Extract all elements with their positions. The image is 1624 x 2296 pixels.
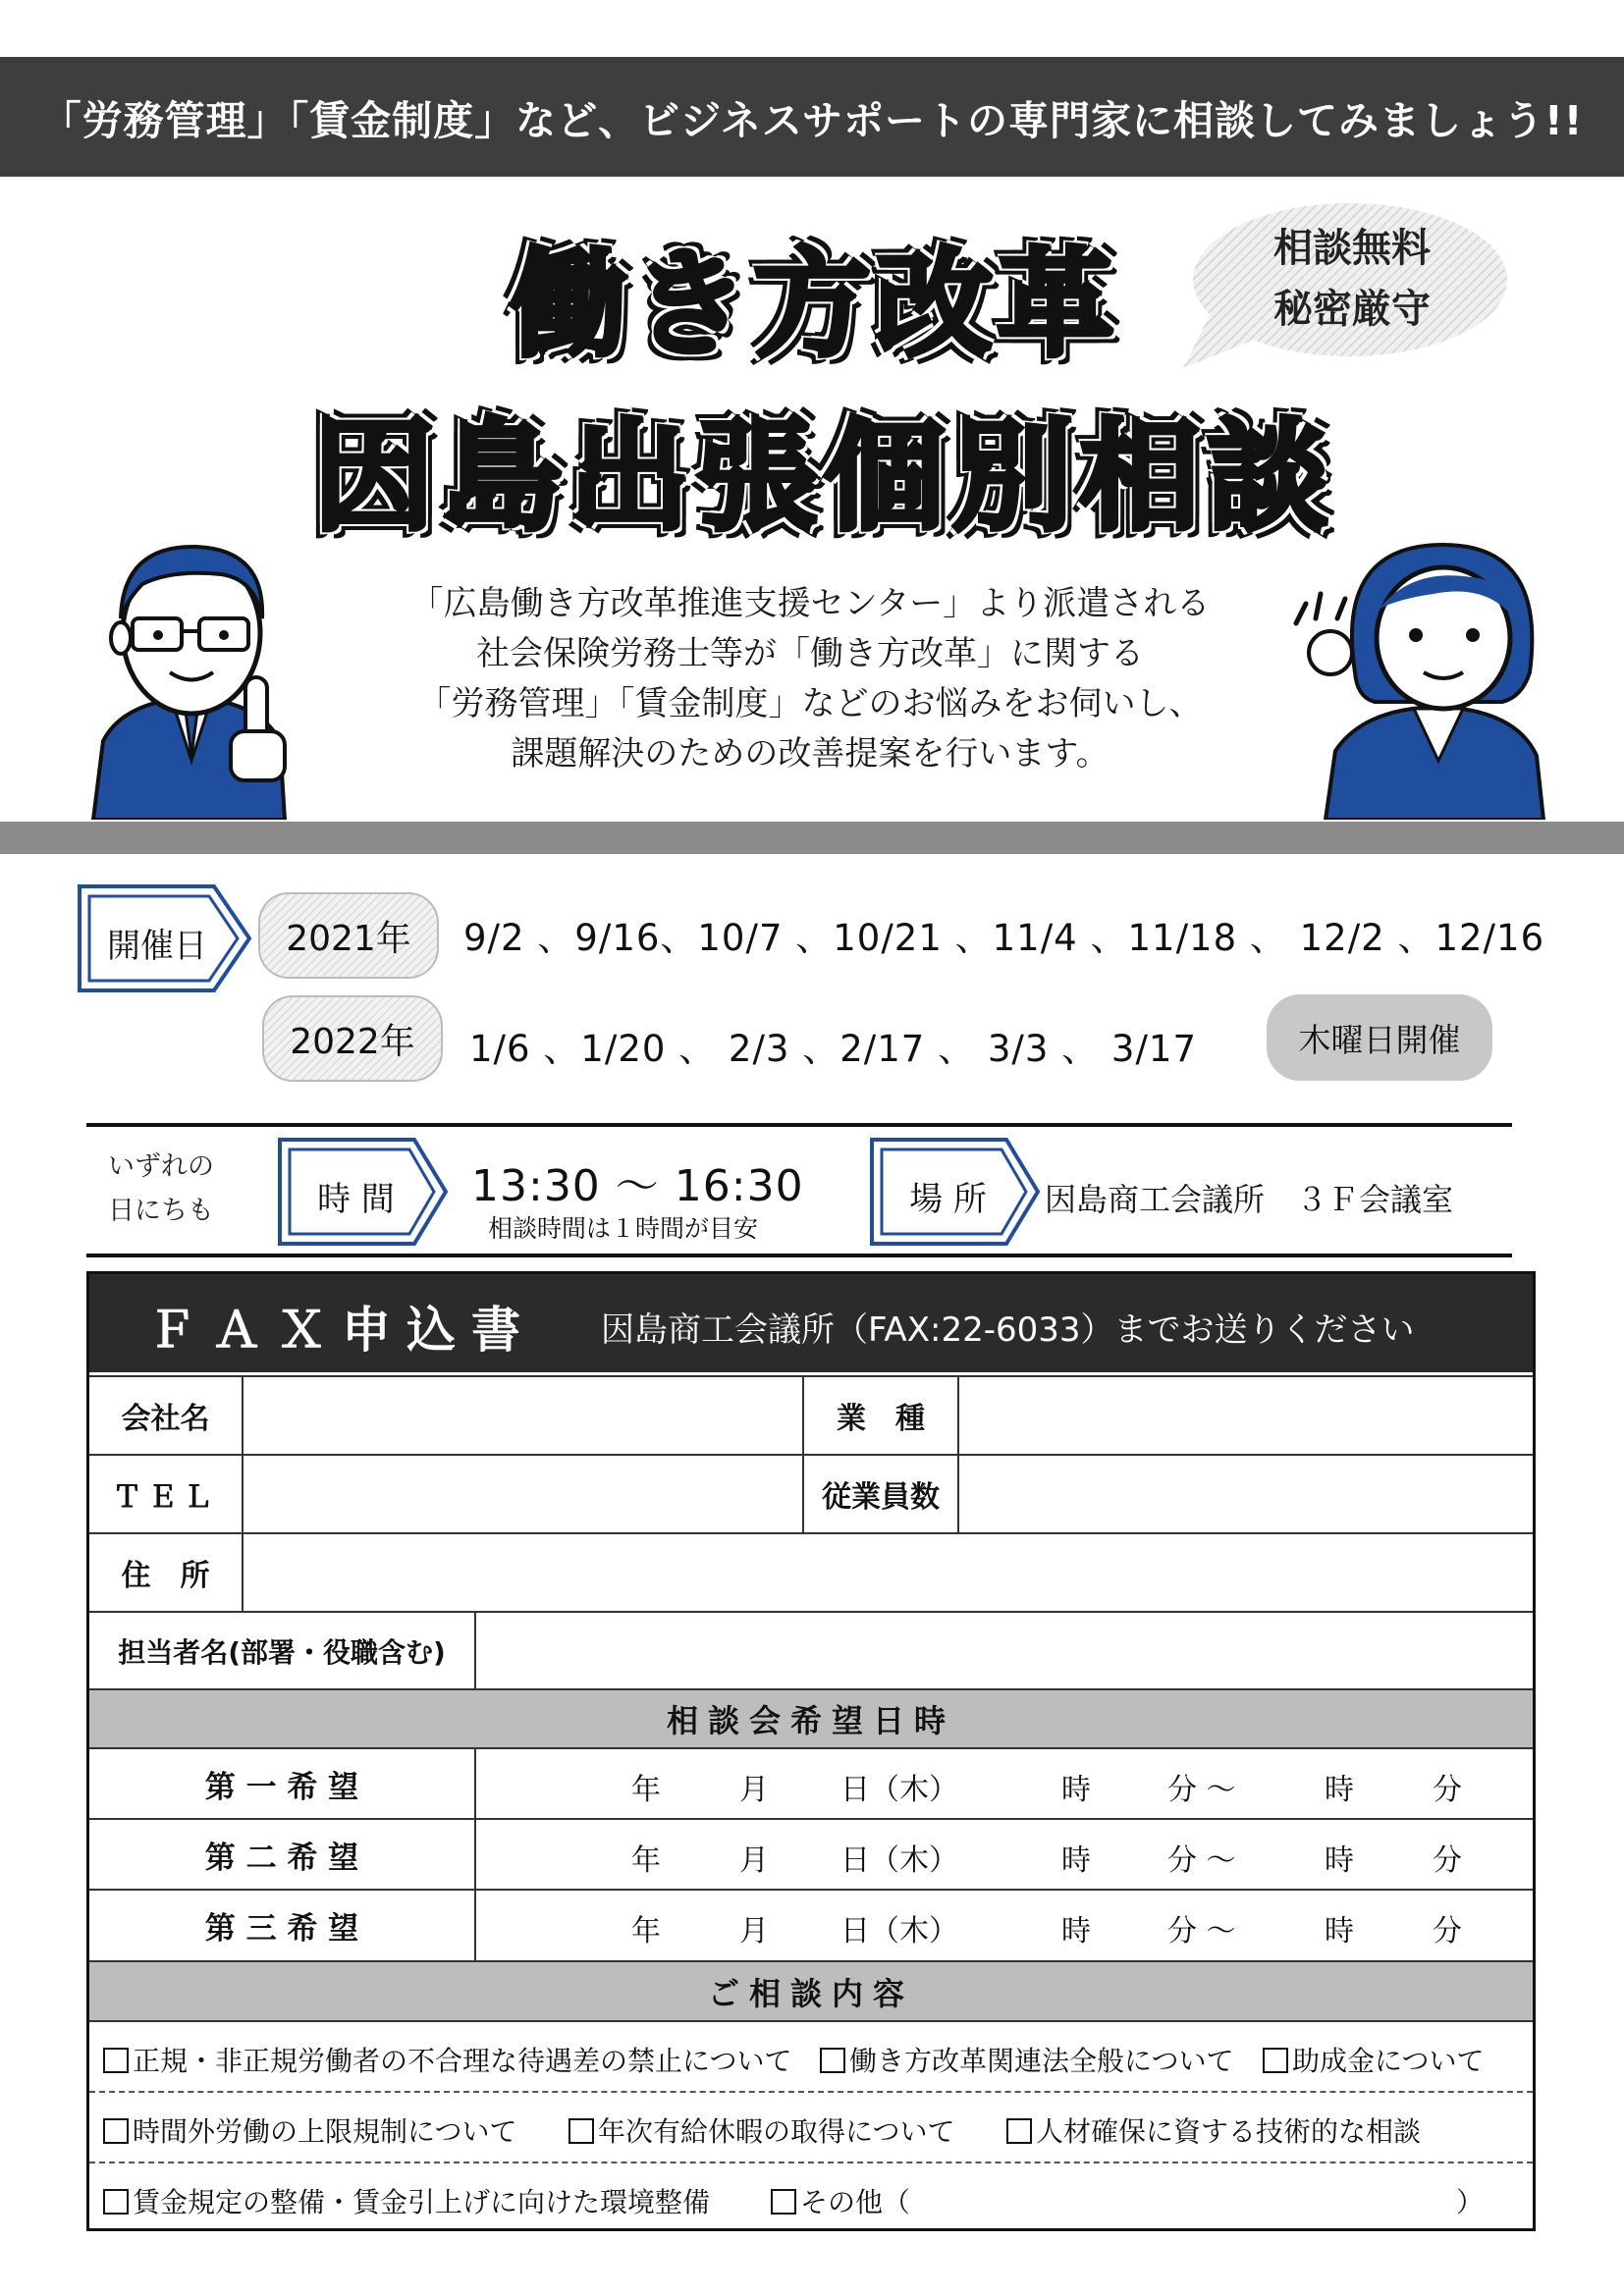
other-close-paren: ） [1456, 2186, 1485, 2218]
tel-label: ＴＥＬ [112, 1480, 219, 1515]
topic-checkbox[interactable] [103, 2181, 710, 2220]
fax-form [86, 1271, 1536, 2231]
strip-bottom-line [86, 1254, 1512, 1257]
intro-line: 社会保険労務士等が「働き方改革」に関する [476, 634, 1144, 673]
hour2-unit: 時 [1325, 1914, 1354, 1949]
industry-input[interactable] [959, 1377, 1533, 1454]
time-note: 相談時間は１時間が目安 [488, 1214, 759, 1243]
industry-label: 業 種 [837, 1402, 925, 1436]
hour2-unit: 時 [1325, 1843, 1354, 1878]
fax-send-to: 因島商工会議所（FAX:22-6033）までお送りください [601, 1310, 1415, 1350]
year-2021: 2021年 [286, 918, 411, 959]
topic-checkbox[interactable] [1263, 2040, 1484, 2079]
man-pointing-icon [83, 525, 319, 820]
topic-label: 賃金規定の整備・賃金引上げに向けた環境整備 [133, 2186, 711, 2218]
topic-label: その他（ [800, 2186, 911, 2218]
dates-2021: 9/2 、9/16、10/7 、10/21 、11/4 、11/18 、 12/2 、12/16 [463, 917, 1545, 959]
topic-checkbox[interactable] [568, 2110, 954, 2150]
address-input[interactable] [244, 1534, 1533, 1611]
topic-label: 助成金について [1292, 2045, 1485, 2077]
year-unit: 年 [631, 1843, 661, 1878]
topic-label: 人材確保に資する技術的な相談 [1036, 2115, 1422, 2148]
employees-label: 従業員数 [822, 1480, 940, 1515]
day-unit: 日（木） [840, 1914, 958, 1949]
topic-checkbox-other[interactable] [771, 2181, 910, 2220]
topic-checkbox[interactable] [820, 2040, 1233, 2079]
top-banner [0, 57, 1624, 177]
bubble-text [1210, 218, 1494, 340]
divider-bar [0, 822, 1624, 854]
intro-text [304, 579, 1316, 779]
tel-input[interactable] [244, 1456, 801, 1532]
title-line2 [255, 388, 1394, 545]
intro-line: 課題解決のための改善提案を行います。 [511, 734, 1110, 774]
second-choice-label: 第 二 希 望 [204, 1840, 359, 1876]
third-choice-label: 第 三 希 望 [204, 1911, 359, 1947]
day-unit: 日（木） [840, 1843, 958, 1878]
place-value: 因島商工会議所 ３Ｆ会議室 [1045, 1181, 1454, 1218]
hour-unit: 時 [1061, 1914, 1091, 1949]
fax-form-title: ＦＡＸ申込書 [147, 1302, 536, 1359]
title-line1 [461, 221, 1168, 372]
contact-label: 担当者名(部署・役職含む) [118, 1635, 446, 1669]
first-choice-label: 第 一 希 望 [204, 1769, 359, 1805]
any-day-line2: 日にちも [108, 1196, 214, 1226]
time-value: 13:30 〜 16:30 [471, 1161, 804, 1211]
any-day-note [108, 1145, 214, 1233]
content-section-header: ご相談内容 [89, 1962, 1533, 2020]
intro-line: 「労務管理」「賃金制度」などのお悩みをお伺いし、 [417, 684, 1203, 723]
minute-unit: 分 [1433, 1843, 1462, 1878]
company-label: 会社名 [121, 1402, 210, 1436]
address-label: 住 所 [121, 1559, 210, 1593]
year-unit: 年 [631, 1773, 661, 1807]
company-input[interactable] [244, 1377, 801, 1454]
year-unit: 年 [631, 1914, 661, 1949]
month-unit: 月 [739, 1914, 769, 1949]
topic-checkbox[interactable] [1006, 2110, 1421, 2150]
minute-unit: 分 [1433, 1914, 1462, 1949]
date-section-header: 相談会希望日時 [89, 1690, 1533, 1747]
time-label: 時 間 [317, 1180, 395, 1219]
dates-2022: 1/6 、1/20 、 2/3 、2/17 、 3/3 、 3/17 [469, 1028, 1197, 1070]
thursday-badge: 木曜日開催 [1267, 994, 1492, 1081]
any-day-line1: いずれの [108, 1151, 214, 1182]
title-line1-text: 働き方改革 [510, 237, 1119, 372]
minute-from-unit: 分 〜 [1167, 1914, 1236, 1949]
minute-from-unit: 分 〜 [1167, 1773, 1236, 1807]
contact-input[interactable] [476, 1613, 1533, 1688]
topic-checkbox[interactable] [103, 2040, 791, 2079]
banner-text: 「労務管理」「賃金制度」など、ビジネスサポートの専門家に相談してみましょう!! [40, 96, 1584, 144]
confidential-text: 秘密厳守 [1273, 287, 1431, 332]
topic-label: 正規・非正規労働者の不合理な待遇差の禁止について [133, 2045, 792, 2077]
topic-checkbox[interactable] [103, 2110, 516, 2150]
month-unit: 月 [739, 1773, 769, 1807]
hour-unit: 時 [1061, 1773, 1091, 1807]
minute-unit: 分 [1433, 1773, 1462, 1807]
topic-label: 年次有給休暇の取得について [598, 2115, 955, 2148]
hour-unit: 時 [1061, 1843, 1091, 1878]
employees-input[interactable] [959, 1456, 1533, 1532]
year-2022: 2022年 [290, 1021, 415, 1062]
topic-label: 働き方改革関連法全般について [849, 2045, 1234, 2077]
strip-top-line [86, 1123, 1512, 1127]
topic-label: 時間外労働の上限規制について [133, 2115, 517, 2148]
hour2-unit: 時 [1325, 1773, 1354, 1807]
day-unit: 日（木） [840, 1773, 958, 1807]
intro-line: 「広島働き方改革推進支援センター」より派遣される [409, 584, 1211, 623]
month-unit: 月 [739, 1843, 769, 1878]
woman-ok-sign-icon [1286, 525, 1561, 820]
minute-from-unit: 分 〜 [1167, 1843, 1236, 1878]
place-label: 場 所 [909, 1180, 987, 1219]
title-line2-text: 因島出張個別相談 [314, 406, 1335, 547]
schedule-label: 開催日 [107, 927, 207, 966]
free-consult-text: 相談無料 [1273, 226, 1431, 271]
